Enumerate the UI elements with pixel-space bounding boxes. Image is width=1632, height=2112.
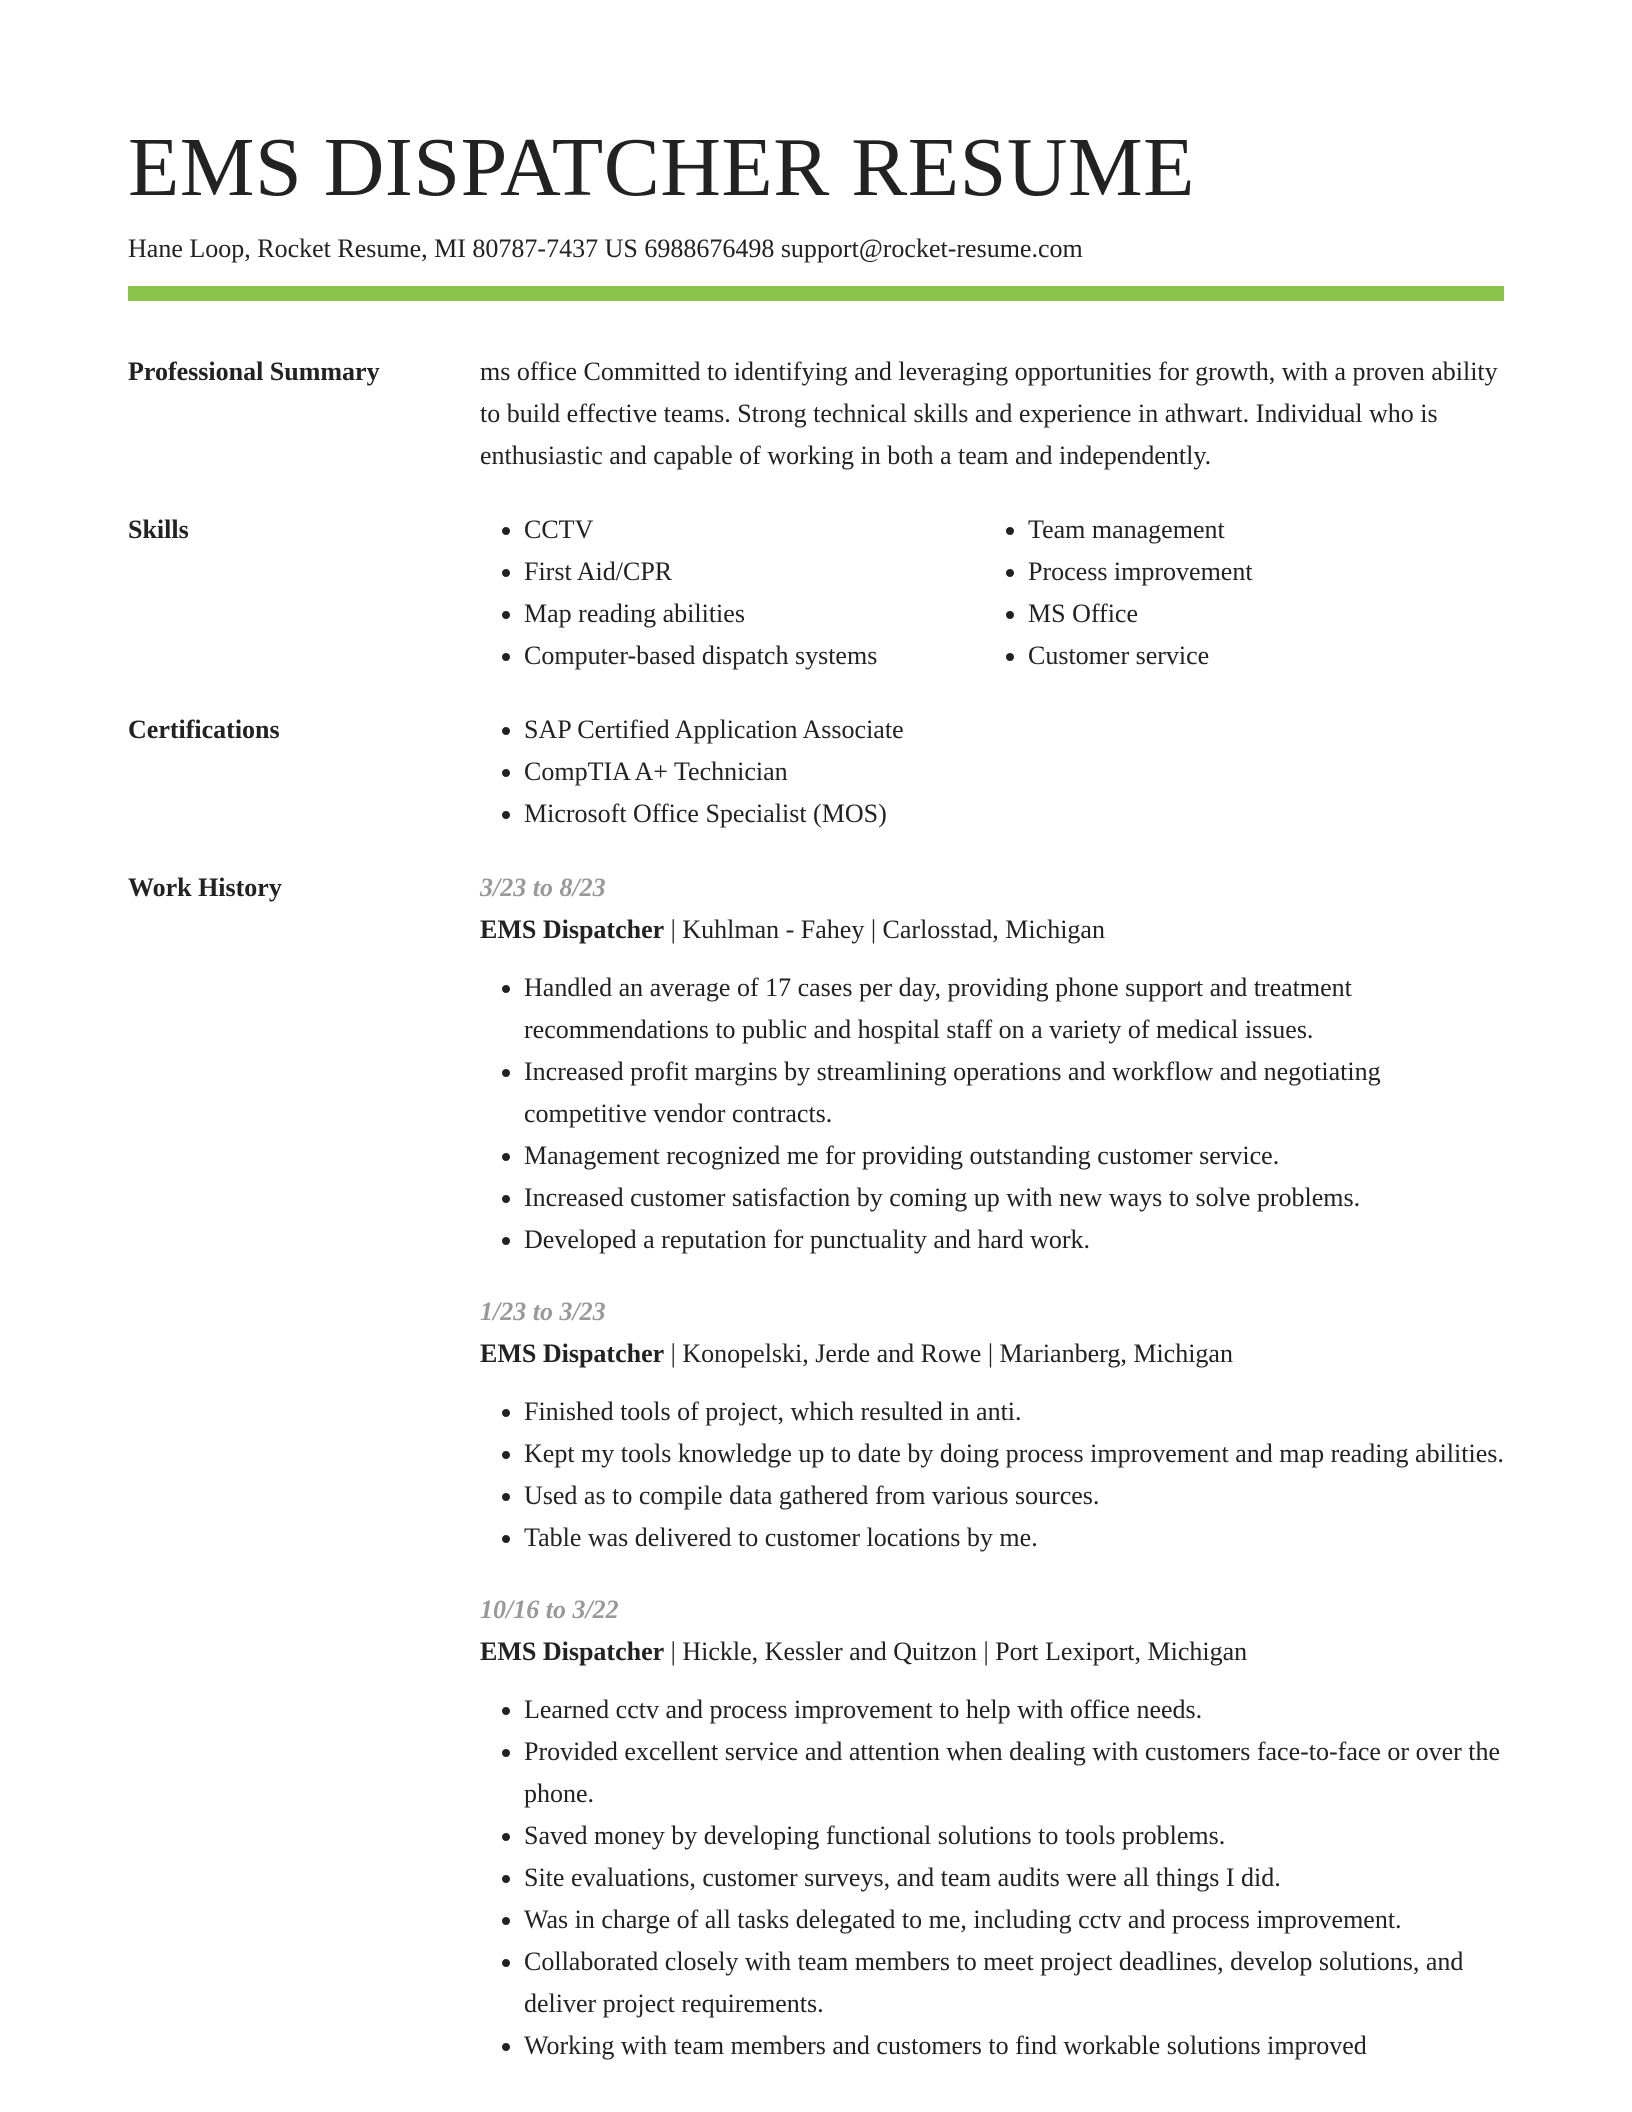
- skills-column-right: [984, 509, 1488, 677]
- job-dates: 10/16 to 3/22: [480, 1595, 619, 1624]
- contact-line: Hane Loop, Rocket Resume, MI 80787-7437 US 6988676498 support@rocket-resume.com: [128, 234, 1083, 263]
- work-history-label: Work History: [128, 873, 282, 902]
- skills-label: Skills: [128, 515, 189, 544]
- resume-page: [128, 118, 1504, 2067]
- job-company-location: | Konopelski, Jerde and Rowe | Marianberg, Michigan: [664, 1339, 1233, 1368]
- job-heading: [480, 909, 1504, 951]
- skills-column-left: [480, 509, 984, 677]
- accent-divider: [128, 286, 1504, 301]
- job-title: EMS Dispatcher: [480, 1339, 665, 1368]
- certifications-label: Certifications: [128, 715, 280, 744]
- job-bullet: • Learned cctv and process improvement to help with office needs.: [524, 1689, 1504, 1731]
- job-bullet: • Saved money by developing functional solutions to tools problems.: [524, 1815, 1504, 1857]
- skill-item: • Computer-based dispatch systems: [524, 635, 984, 677]
- job-bullet: • Handled an average of 17 cases per day, providing phone support and treatment recommendations to public and hospital staff on a variety of medical issues.: [524, 967, 1504, 1051]
- certifications-body: [480, 709, 1504, 835]
- job-entry: [480, 1589, 1504, 2067]
- skills-list-right: [984, 509, 1488, 677]
- job-dates: 3/23 to 8/23: [480, 873, 606, 902]
- work-history-body: [480, 867, 1504, 2067]
- summary-section: [128, 351, 1504, 477]
- job-bullet: • Increased profit margins by streamlining operations and workflow and negotiating competitive vendor contracts.: [524, 1051, 1504, 1135]
- job-heading: [480, 1631, 1504, 1673]
- job-company-location: | Hickle, Kessler and Quitzon | Port Lexiport, Michigan: [664, 1637, 1248, 1666]
- skill-item: • Process improvement: [1028, 551, 1488, 593]
- job-bullet: • Table was delivered to customer locations by me.: [524, 1517, 1504, 1559]
- job-bullet: • Site evaluations, customer surveys, and team audits were all things I did.: [524, 1857, 1504, 1899]
- job-company-location: | Kuhlman - Fahey | Carlosstad, Michigan: [664, 915, 1105, 944]
- work-history-section: [128, 867, 1504, 2067]
- job-bullet: • Increased customer satisfaction by coming up with new ways to solve problems.: [524, 1177, 1504, 1219]
- job-bullet: • Developed a reputation for punctuality and hard work.: [524, 1219, 1504, 1261]
- job-bullets: [480, 1391, 1504, 1559]
- job-bullet: • Finished tools of project, which resulted in anti.: [524, 1391, 1504, 1433]
- job-bullets: [480, 1689, 1504, 2067]
- job-bullet: • Collaborated closely with team members to meet project deadlines, develop solutions, and deliver project requirements.: [524, 1941, 1504, 2025]
- job-bullet: • Management recognized me for providing outstanding customer service.: [524, 1135, 1504, 1177]
- job-bullet: • Provided excellent service and attention when dealing with customers face-to-face or over the phone.: [524, 1731, 1504, 1815]
- job-bullet: • Kept my tools knowledge up to date by doing process improvement and map reading abilities.: [524, 1433, 1504, 1475]
- job-title: EMS Dispatcher: [480, 1637, 665, 1666]
- certifications-section: [128, 709, 1504, 835]
- skill-item: • Customer service: [1028, 635, 1488, 677]
- skill-item: • MS Office: [1028, 593, 1488, 635]
- summary-label: Professional Summary: [128, 357, 380, 386]
- skills-section: [128, 509, 1504, 677]
- job-bullets: [480, 967, 1504, 1261]
- skill-item: • Map reading abilities: [524, 593, 984, 635]
- job-bullet: • Used as to compile data gathered from various sources.: [524, 1475, 1504, 1517]
- skills-grid: [480, 509, 1504, 677]
- skill-item: • First Aid/CPR: [524, 551, 984, 593]
- job-heading: [480, 1333, 1504, 1375]
- certification-item: • SAP Certified Application Associate: [524, 709, 1504, 751]
- job-bullet: • Was in charge of all tasks delegated to me, including cctv and process improvement.: [524, 1899, 1504, 1941]
- job-dates: 1/23 to 3/23: [480, 1297, 606, 1326]
- resume-title: EMS DISPATCHER RESUME: [128, 121, 1195, 214]
- certifications-list: [480, 709, 1504, 835]
- summary-text: ms office Committed to identifying and leveraging opportunities for growth, with a proven ability to build effective teams. Strong technical skills and experience in athwart. Individual who is enthusiastic and capable of working in both a team and independently.: [480, 357, 1498, 470]
- certification-item: • Microsoft Office Specialist (MOS): [524, 793, 1504, 835]
- skill-item: • CCTV: [524, 509, 984, 551]
- skills-list-left: [480, 509, 984, 677]
- job-bullet: • Working with team members and customers to find workable solutions improved: [524, 2025, 1504, 2067]
- job-entry: [480, 1291, 1504, 1559]
- job-entry: [480, 867, 1504, 1261]
- skill-item: • Team management: [1028, 509, 1488, 551]
- job-title: EMS Dispatcher: [480, 915, 665, 944]
- certification-item: • CompTIA A+ Technician: [524, 751, 1504, 793]
